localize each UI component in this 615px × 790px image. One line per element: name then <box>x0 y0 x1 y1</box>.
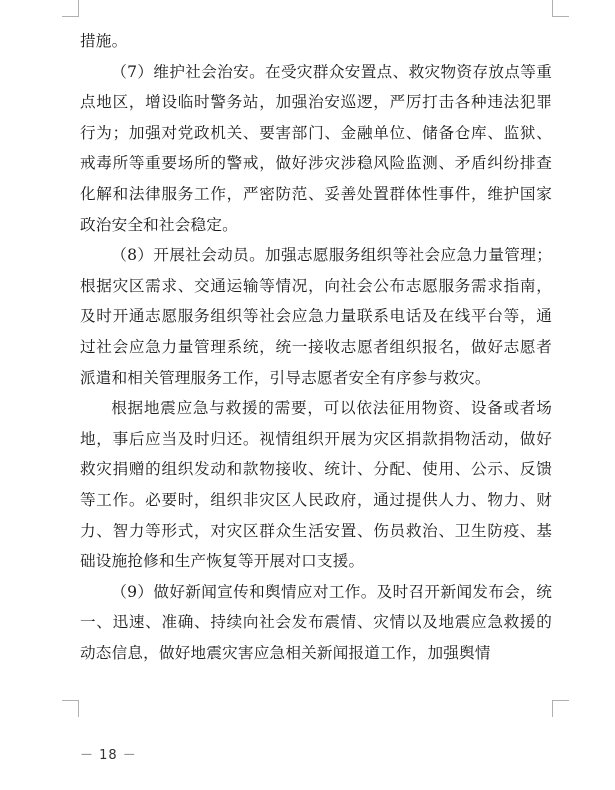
crop-mark-top-left <box>62 0 79 17</box>
paragraph-requisition-and-donations: 根据地震应急与救援的需要，可以依法征用物资、设备或者场地，事后应当及时归还。视情组织开展为灾区捐款捐物活动，做好救灾捐赠的组织发动和款物接收、统计、分配、使用、公示、反馈等工作。必要时，组织非灾区人民政府，通过提供人力、物力、财力、智力等形式，对灾区群众生活安置、伤员救治、卫生防疫、基础设施抢修和生产恢复等开展对口支援。 <box>80 399 552 571</box>
paragraph-maintain-public-security: （7）维护社会治安。在受灾群众安置点、救灾物资存放点等重点地区，增设临时警务站，加强治安巡逻，严厉打击各种违法犯罪行为；加强对党政机关、要害部门、金融单位、储备仓库、监狱、戒毒所等重要场所的警戒，做好涉灾涉稳风险监测、矛盾纠纷排查化解和法律服务工作，严密防范、妥善处置群体性事件，维护国家政治安全和社会稳定。 <box>80 62 552 234</box>
document-body <box>80 26 552 668</box>
paragraph-news-and-public-opinion: （9）做好新闻宣传和舆情应对工作。及时召开新闻发布会，统一、迅速、准确、持续向社会发布震情、灾情以及地震应急救援的动态信息，做好地震灾害应急相关新闻报道工作，加强舆情 <box>80 582 552 662</box>
crop-mark-top-right <box>552 0 569 17</box>
paragraph-social-mobilization: （8）开展社会动员。加强志愿服务组织等社会应急力量管理；根据灾区需求、交通运输等情况，向社会公布志愿服务需求指南，及时开通志愿服务组织等社会应急力量联系电话及在线平台等，通过社会应急力量管理系统，统一接收志愿者组织报名，做好志愿者派遣和相关管理服务工作，引导志愿者安全有序参与救灾。 <box>80 246 552 387</box>
crop-mark-bottom-left <box>62 700 79 717</box>
paragraph-continuation: 措施。 <box>80 32 128 50</box>
page-number: － 18 － <box>80 748 137 763</box>
crop-mark-bottom-right <box>552 700 569 717</box>
